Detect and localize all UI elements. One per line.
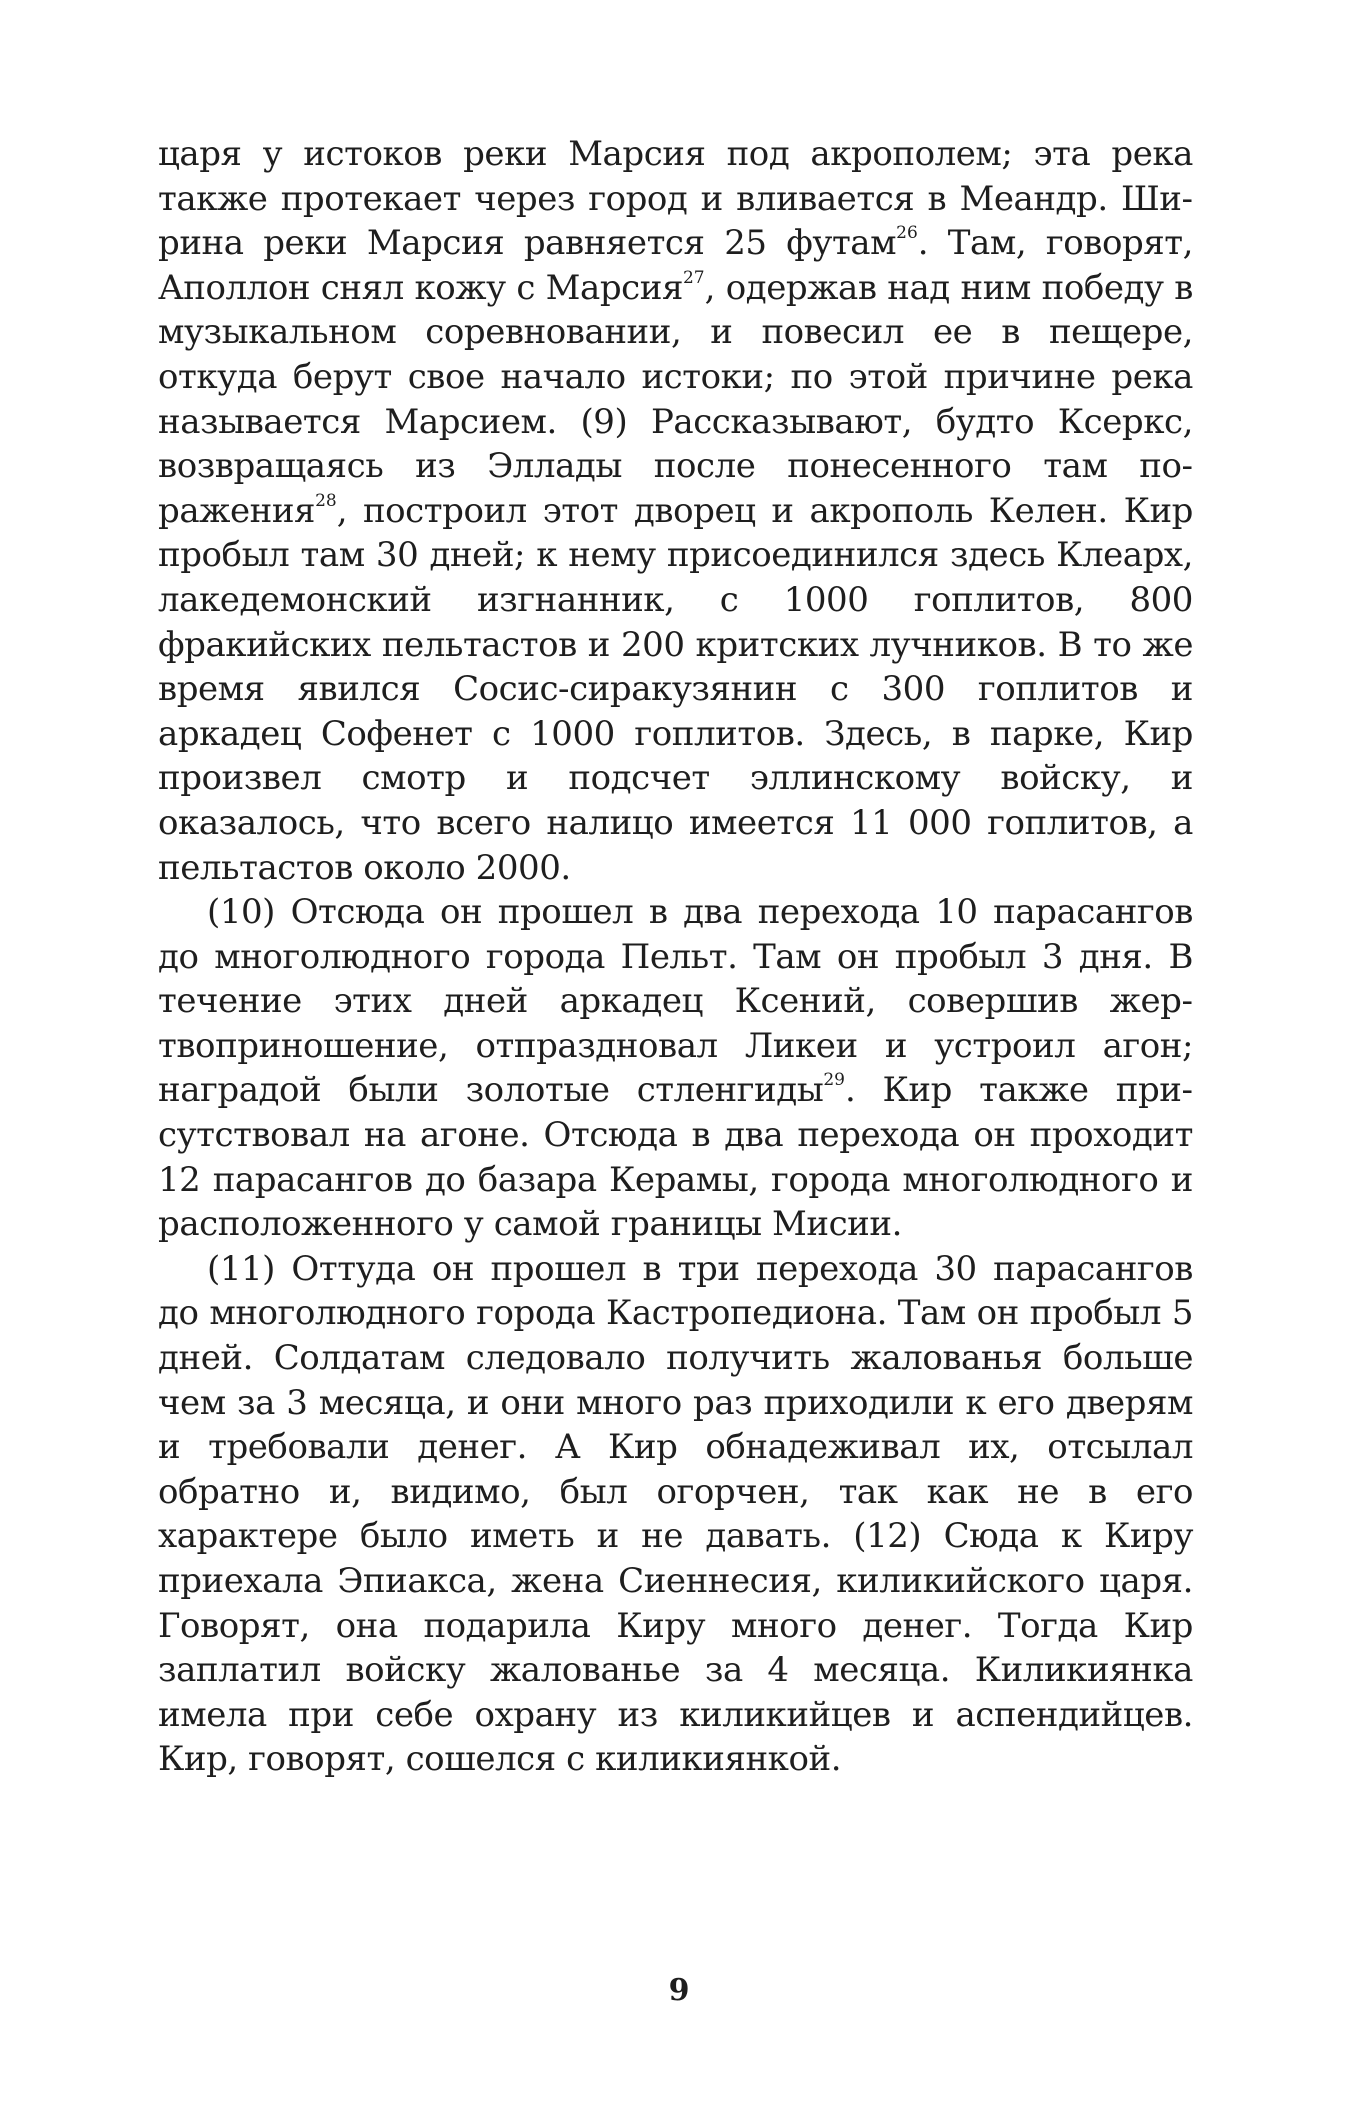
paragraph-1: [158, 132, 1193, 890]
text-segment: , построил этот дворец и акрополь Келен. Кир пробыл там 30 дней; к нему присоединился здесь Клеарх, лакедемонский изгнанник, с 1000 гоплитов, 800 фракийских пельтастов и 200 критских лучников. В то же время явился Сосис-сиракузянин с 300 гоплитов и аркадец Софенет с 1000 гоплитов. Здесь, в парке, Кир произвел смотр и подсчет эллинскому войску, и оказалось, что всего налицо имеется 11 000 гоплитов, а пельтастов около 2000.: [158, 490, 1193, 888]
page-number: 9: [668, 1973, 690, 2008]
footnote-ref-27: 27: [682, 267, 705, 288]
text-segment: царя у истоков реки Марсия под акрополем; эта река также протекает через город и вливается в Меандр. Ширина реки Марсия равняется 25 футам: [158, 134, 1193, 264]
paragraph-2: [158, 890, 1193, 1247]
page-text-block: [158, 132, 1193, 1782]
text-segment: (10) Отсюда он прошел в два перехода 10 парасангов до многолюдного города Пельт. Там он пробыл 3 дня. В течение этих дней аркадец Ксений, совершив жертвоприношение, отпраздновал Ликеи и устроил агон; наградой были золотые стленгиды: [158, 892, 1193, 1111]
text-segment: . Кир также присутствовал на агоне. Отсюда в два перехода он проходит 12 парасангов до базара Керамы, города многолюдного и расположенного у самой границы Мисии.: [158, 1070, 1193, 1245]
footnote-ref-28: 28: [315, 490, 337, 511]
text-segment: , одержав над ним победу в музыкальном соревновании, и повесил ее в пещере, откуда берут свое начало истоки; по этой причине река называется Марсием. (9) Рассказывают, будто Ксеркс, возвращаясь из Эллады после понесенного там поражения: [158, 267, 1193, 531]
text-segment: . Там, говорят, Аполлон снял кожу с Марсия: [158, 223, 1193, 308]
footnote-ref-29: 29: [823, 1070, 845, 1091]
paragraph-3: [158, 1247, 1193, 1782]
text-segment: (11) Оттуда он прошел в три перехода 30 парасангов до многолюдного города Кастропедиона. Там он пробыл 5 дней. Солдатам следовало получить жалованья больше чем за 3 месяца, и они много раз приходили к его дверям и требовали денег. А Кир обнадеживал их, отсылал обратно и, видимо, был огорчен, так как не в его характере было иметь и не давать. (12) Сюда к Киру приехала Эпиакса, жена Сиеннесия, киликийского царя. Говорят, она подарила Киру много денег. Тогда Кир заплатил войску жалованье за 4 месяца. Киликиянка имела при себе охрану из киликийцев и аспендийцев. Кир, говорят, сошелся с киликиянкой.: [158, 1248, 1193, 1780]
footnote-ref-26: 26: [896, 223, 918, 244]
